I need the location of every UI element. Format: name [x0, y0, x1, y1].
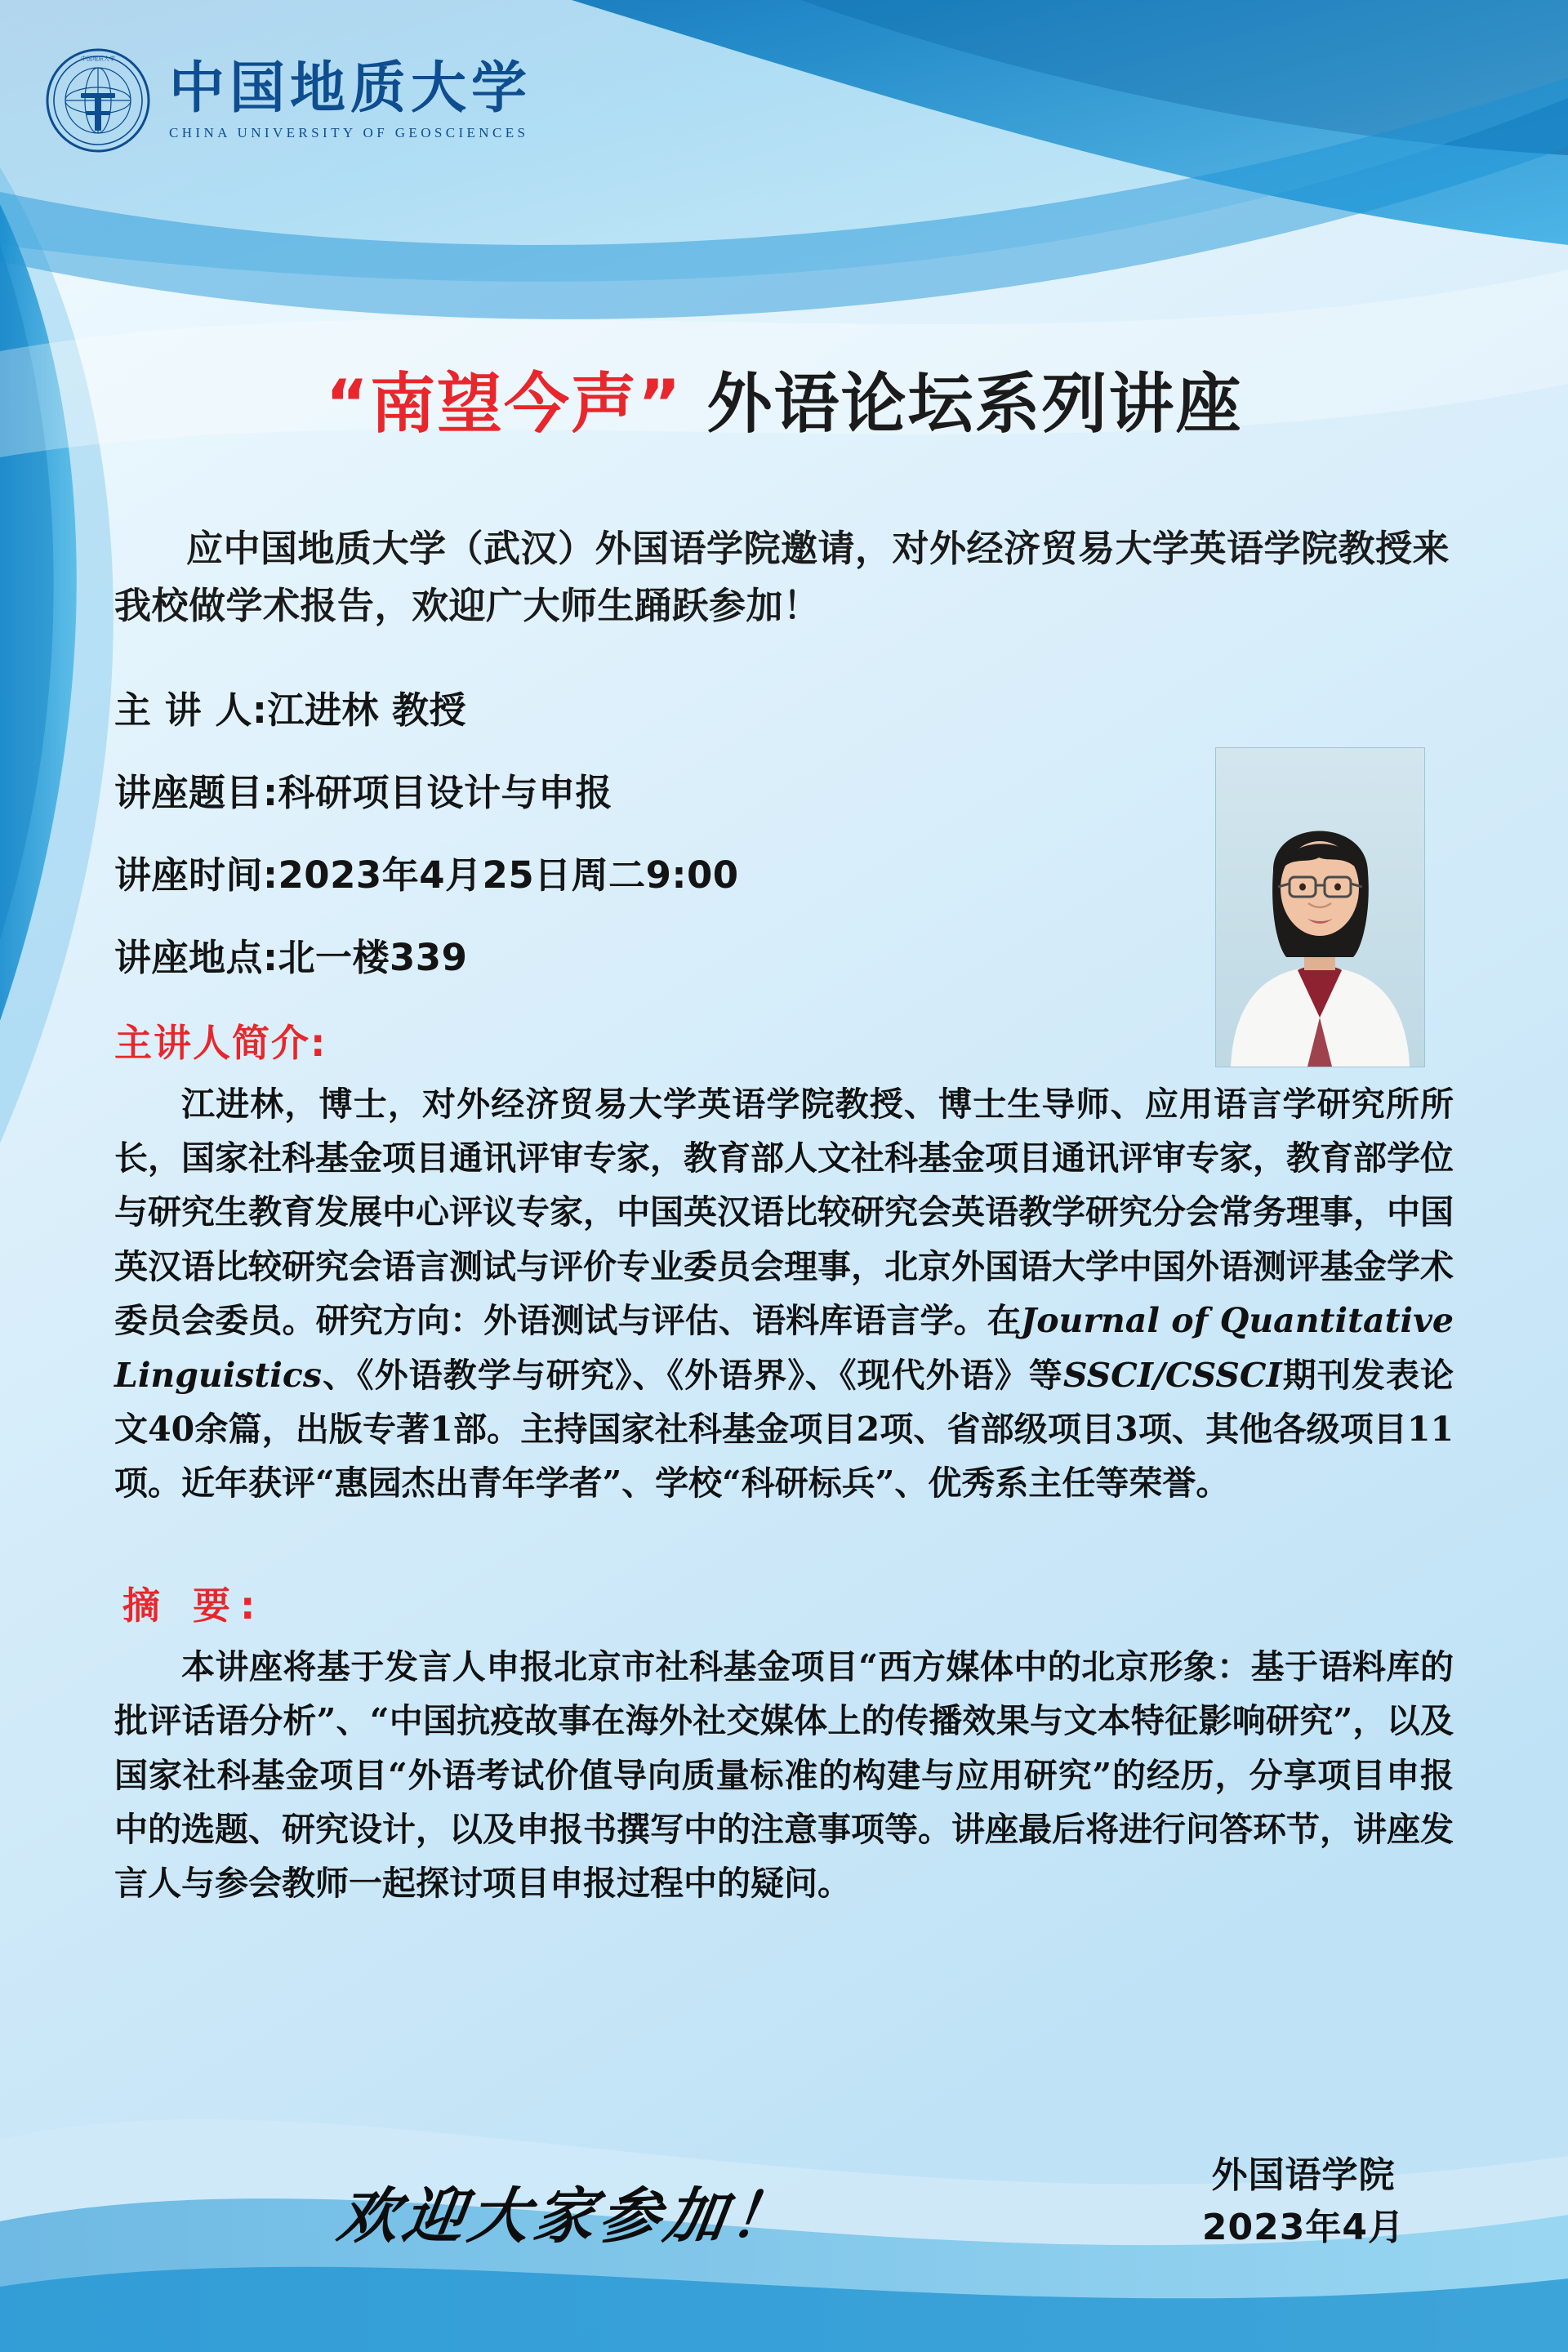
bio-journal-title: Journal of Quantitative Linguistics	[114, 1301, 1454, 1395]
lecture-info-block	[114, 680, 1135, 981]
bio-heading: 主讲人简介:	[114, 1020, 327, 1065]
abstract-paragraph: 本讲座将基于发言人申报北京市社科基金项目“西方媒体中的北京形象：基于语料库的批评话语分析”、“中国抗疫故事在海外社交媒体上的传播效果与文本特征影响研究”，以及国家社科基金项目“外语考试价值导向质量标准的构建与应用研究”的经历，分享项目申报中的选题、研究设计，以及申报书撰写中的注意事项等。讲座最后将进行问答环节，讲座发言人与参会教师一起探讨项目申报过程中的疑问。	[114, 1646, 1454, 1904]
page-title	[0, 351, 1568, 445]
bio-part-1: 江进林，博士，对外经济贸易大学英语学院教授、博士生导师、应用语言学研究所所长，国家社科基金项目通讯评审专家，教育部人文社科基金项目通讯评审专家，教育部学位与研究生教育发展中心评议专家，中国英汉语比较研究会英语教学研究分会常务理事，中国英汉语比较研究会语言测试与评价专业委员会理事，北京外国语大学中国外语测评基金学术委员会委员。研究方向：外语测试与评估、语料库语言学。在	[114, 1084, 1454, 1341]
signature-block	[1202, 2149, 1405, 2254]
university-name-en: CHINA UNIVERSITY OF GEOSCIENCES	[169, 124, 529, 140]
title-quoted-part: “南望今声”	[325, 366, 683, 442]
invitation-paragraph: 应中国地质大学（武汉）外国语学院邀请，对外经济贸易大学英语学院教授来我校做学术报告，欢迎广大师生踊跃参加！	[114, 527, 1450, 627]
info-place: 讲座地点:北一楼339	[114, 935, 468, 979]
bio-index-name: SSCI/CSSCI	[1062, 1355, 1282, 1395]
info-time: 讲座时间:2023年4月25日周二9:00	[114, 853, 739, 897]
bio-part-3: 期刊发表论文40余篇，出版专著1部。主持国家社科基金项目2项、省部级项目3项、其他各级项目11项。近年获评“惠园杰出青年学者”、学校“科研标兵”、优秀系主任等荣誉。	[114, 1355, 1454, 1503]
bio-part-2: 、《外语教学与研究》、《外语界》、《现代外语》等	[321, 1355, 1063, 1395]
info-topic: 讲座题目:科研项目设计与申报	[114, 770, 612, 814]
portrait-illustration	[1216, 748, 1424, 1067]
welcome-slogan: 欢迎大家参加！	[333, 2181, 801, 2252]
speaker-portrait	[1215, 747, 1425, 1067]
svg-text:中国地质大学: 中国地质大学	[81, 56, 115, 62]
university-name-cn: 中国地质大学	[169, 56, 532, 122]
signature-org: 外国语学院	[1211, 2154, 1396, 2196]
info-speaker: 主 讲 人:江进林 教授	[114, 688, 466, 732]
abstract-heading: 摘 要:	[122, 1583, 265, 1628]
signature-date: 2023年4月	[1201, 2206, 1405, 2248]
title-rest-part: 外语论坛系列讲座	[682, 366, 1243, 442]
bio-paragraph	[114, 1077, 1454, 1511]
